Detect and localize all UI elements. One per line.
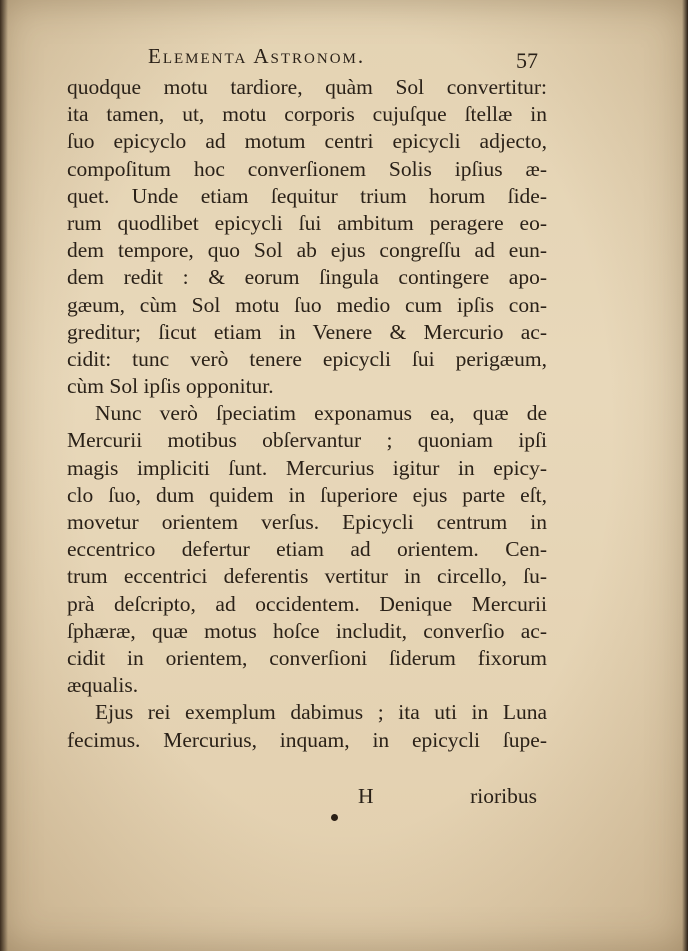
text-line: cùm Sol ipſis opponitur. [67,374,274,399]
text-line: magis impliciti ſunt. Mercurius igitur in epicy- [67,455,547,480]
text-line: clo ſuo, dum quidem in ſuperiore ejus parte eſt, [67,482,547,507]
ink-spot [331,814,338,821]
running-head: Elementa Astronom. [148,44,366,68]
text-line: gæum, cùm Sol motu ſuo medio cum ipſis con- [67,292,547,317]
text-line: ſuo epicyclo ad motum centri epicycli adjecto, [67,129,547,154]
catchword: rioribus [470,784,537,808]
text-line: Nunc verò ſpeciatim exponamus ea, quæ de [95,401,547,426]
text-line: trum eccentrici deferentis vertitur in circello, ſu- [67,564,547,589]
text-line: ſphæræ, quæ motus hoſce includit, converſio ac- [67,618,547,643]
text-line: cidit: tunc verò tenere epicycli ſui perigæum, [67,346,547,371]
body-text [67,74,547,754]
text-line: ita tamen, ut, motu corporis cujuſque ſtellæ in [67,102,547,127]
text-line: cidit in orientem, converſioni ſiderum fixorum [67,645,547,670]
page-footer [67,784,537,812]
text-line: quodque motu tardiore, quàm Sol convertitur: [67,75,547,99]
text-line: Ejus rei exemplum dabimus ; ita uti in Luna [95,700,547,725]
text-line: Mercurii motibus obſervantur ; quoniam ipſi [67,428,547,453]
text-line: compoſitum hoc converſionem Solis ipſius æ- [67,156,547,181]
signature-mark: H [358,784,374,808]
text-line: rum quodlibet epicycli ſui ambitum peragere eo- [67,210,547,235]
text-line: dem redit : & eorum ſingula contingere apo- [67,265,547,290]
text-line: dem tempore, quo Sol ab ejus congreſſu ad eun- [67,238,547,263]
text-line: prà deſcripto, ad occidentem. Denique Mercurii [67,591,547,616]
text-line: quet. Unde etiam ſequitur trium horum ſide- [67,183,547,208]
page-number: 57 [516,48,538,73]
text-line: fecimus. Mercurius, inquam, in epicycli ſupe- [67,727,547,752]
text-line: movetur orientem verſus. Epicycli centrum in [67,510,547,534]
text-line: greditur; ſicut etiam in Venere & Mercurio ac- [67,319,547,344]
text-line: eccentrico defertur etiam ad orientem. Cen- [67,537,547,562]
text-line: æqualis. [67,673,139,698]
